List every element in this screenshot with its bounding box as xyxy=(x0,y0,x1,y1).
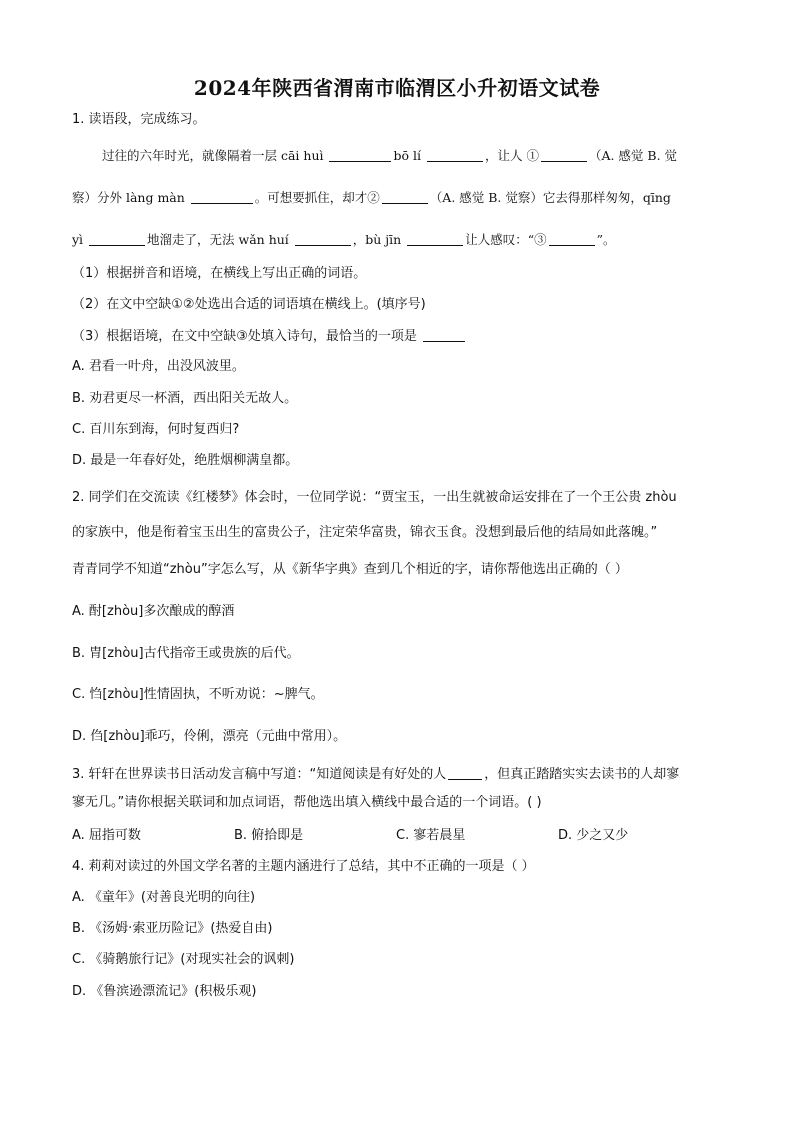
passage-text: bō lí xyxy=(393,148,425,163)
answer-blank xyxy=(382,189,428,204)
passage-text: 让人感叹：“③ xyxy=(465,232,547,247)
question-3-option-b: B. 俯拾即是 xyxy=(234,828,304,843)
question-3-stem-line-2: 寥无几。”请你根据关联词和加点词语，帮他选出填入横线中最合适的一个词语。( ) xyxy=(72,795,542,810)
question-1-option-a: A. 君看一叶舟，出没风波里。 xyxy=(72,359,245,374)
question-4-option-b: B. 《汤姆·索亚历险记》(热爱自由) xyxy=(72,921,273,936)
question-2-stem-line-3: 青青同学不知道“zhòu”字怎么写，从《新华字典》查到几个相近的字，请你帮他选出正确的（ ） xyxy=(72,562,628,577)
question-2-stem-line-1: 2. 同学们在交流读《红楼梦》体会时，一位同学说：“贾宝玉，一出生就被命运安排在了一个王公贵 zhòu xyxy=(72,490,677,505)
passage-text: 过往的六年时光，就像隔着一层 cāi huì xyxy=(102,148,328,163)
question-2-option-a: A. 酎[zhòu]多次酿成的醇酒 xyxy=(72,604,235,619)
passage-text: ，让人 ① xyxy=(484,148,539,163)
passage-text: （A. 感觉 B. 觉察）它去得那样匆匆，qīng xyxy=(429,190,671,205)
question-3-option-a: A. 屈指可数 xyxy=(72,828,141,843)
question-1-option-b: B. 劝君更尽一杯酒，西出阳关无故人。 xyxy=(72,391,298,406)
passage-text: yì xyxy=(72,232,88,247)
answer-blank xyxy=(191,189,253,204)
question-4-option-c: C. 《骑鹅旅行记》(对现实社会的讽刺) xyxy=(72,952,295,967)
question-1-passage-line-2 xyxy=(72,189,671,207)
answer-blank xyxy=(423,327,465,342)
passage-text: 。可想要抓住，却才② xyxy=(254,190,380,205)
question-4-option-d: D. 《鲁滨逊漂流记》(积极乐观) xyxy=(72,984,257,999)
answer-blank xyxy=(541,147,587,162)
subquestion-text: （3）根据语境，在文中空缺③处填入诗句，最恰当的一项是 xyxy=(72,329,422,344)
page-title: 2024年陕西省渭南市临渭区小升初语文试卷 xyxy=(193,76,601,100)
answer-blank xyxy=(448,765,482,780)
question-1-subquestion-3 xyxy=(72,327,467,346)
question-1-subquestion-2: （2）在文中空缺①②处选出合适的词语填在横线上。(填序号) xyxy=(72,297,426,312)
question-2-option-b: B. 胄[zhòu]古代指帝王或贵族的后代。 xyxy=(72,646,300,661)
answer-blank xyxy=(407,231,463,246)
question-1-stem: 1. 读语段，完成练习。 xyxy=(72,112,206,127)
question-2-option-c: C. 㤘[zhòu]性情固执，不听劝说：~脾气。 xyxy=(72,687,324,702)
question-3-option-d: D. 少之又少 xyxy=(558,828,629,843)
passage-text: （A. 感觉 B. 觉 xyxy=(588,148,678,163)
passage-text: ”。 xyxy=(596,232,616,247)
question-4-option-a: A. 《童年》(对善良光明的向往) xyxy=(72,890,256,905)
question-text: 3. 轩轩在世界读书日活动发言稿中写道：“知道阅读是有好处的人 xyxy=(72,767,447,782)
answer-blank xyxy=(89,231,145,246)
question-2-stem-line-2: 的家族中，他是衔着宝玉出生的富贵公子，注定荣华富贵，锦衣玉食。没想到最后他的结局如此落魄。” xyxy=(72,525,658,540)
answer-blank xyxy=(549,231,595,246)
question-3-stem-line-1 xyxy=(72,765,679,784)
question-1-passage-line-3 xyxy=(72,231,616,249)
answer-blank xyxy=(427,147,483,162)
question-4-stem: 4. 莉莉对读过的外国文学名著的主题内涵进行了总结，其中不正确的一项是（ ） xyxy=(72,859,535,874)
answer-blank xyxy=(329,147,391,162)
question-1-passage-line-1 xyxy=(102,147,677,165)
answer-blank xyxy=(295,231,351,246)
passage-text: 地溜走了，无法 wǎn huí xyxy=(147,232,293,247)
question-1-option-c: C. 百川东到海，何时复西归? xyxy=(72,422,240,437)
question-2-option-d: D. 㑇[zhòu]乖巧，伶俐，漂亮（元曲中常用）。 xyxy=(72,729,347,744)
question-3-option-c: C. 寥若晨星 xyxy=(396,828,466,843)
passage-text: 察）分外 làng màn xyxy=(72,190,189,205)
question-1-subquestion-1: （1）根据拼音和语境，在横线上写出正确的词语。 xyxy=(72,266,367,281)
question-text: ，但真正踏踏实实去读书的人却寥 xyxy=(484,767,680,782)
question-1-option-d: D. 最是一年春好处，绝胜烟柳满皇都。 xyxy=(72,453,299,468)
passage-text: ，bù jīn xyxy=(352,232,406,247)
